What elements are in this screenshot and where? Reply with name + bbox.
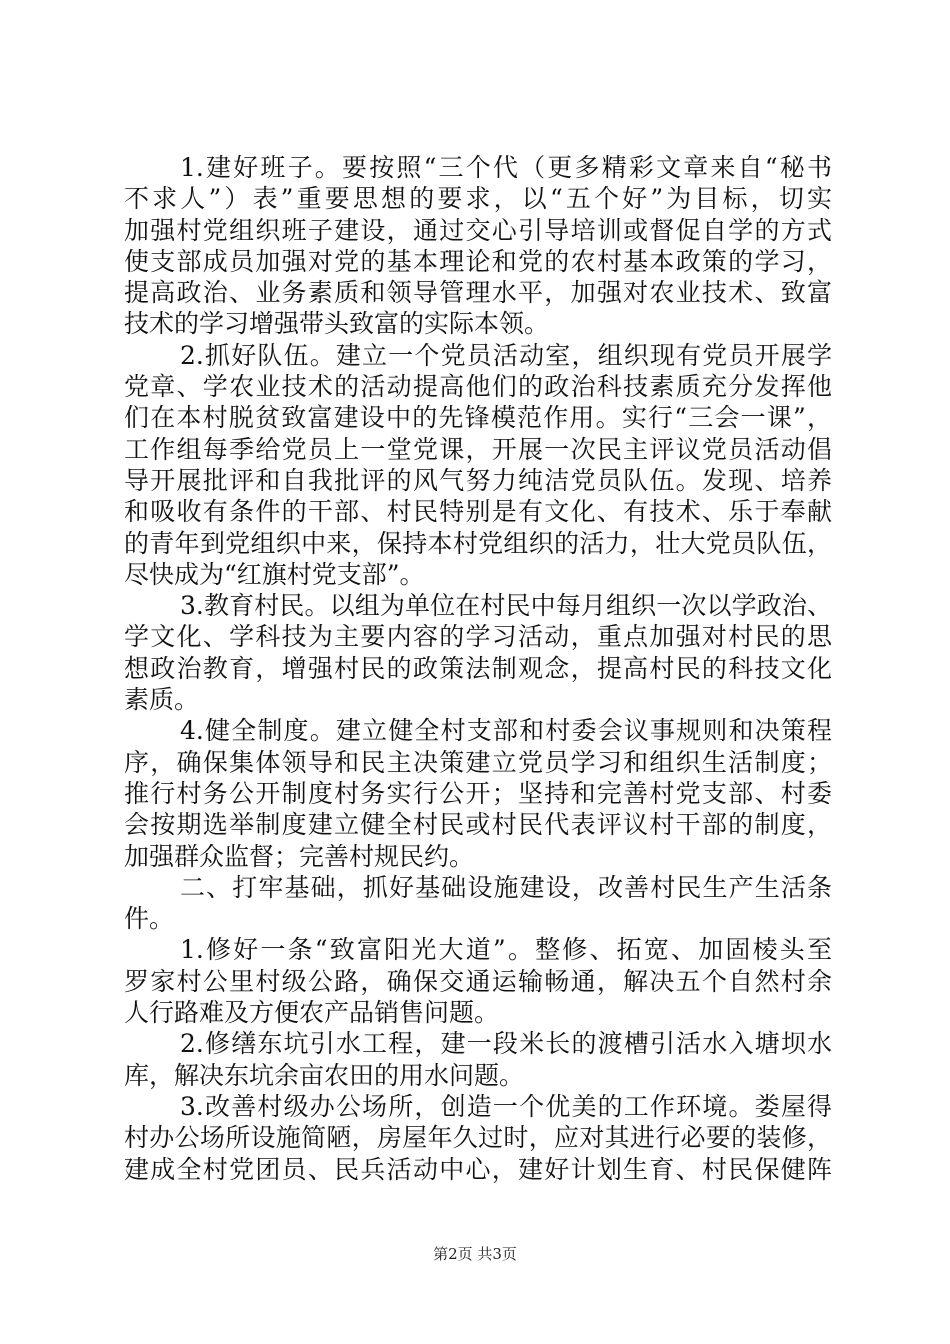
text-line: 件。 [124,904,175,934]
text-line: 想政治教育，增强村民的政策法制观念，提高村民的科技文化 [124,653,832,683]
text-line: 库，解决东坑余亩农田的用水问题。 [124,1060,525,1090]
text-line: 推行村务公开制度村务实行公开；坚持和完善村党支部、村委 [124,778,832,808]
text-line: 提高政治、业务素质和领导管理水平，加强对农业技术、致富 [124,278,832,308]
text-line: 2.修缮东坑引水工程，建一段米长的渡槽引活水入塘坝水 [180,1029,832,1059]
text-line: 工作组每季给党员上一堂党课，开展一次民主评议党员活动倡 [124,434,832,464]
text-line: 建成全村党团员、民兵活动中心，建好计划生育、村民保健阵 [124,1154,832,1184]
text-line: 和吸收有条件的干部、村民特别是有文化、有技术、乐于奉献 [124,497,832,527]
text-line: 导开展批评和自我批评的风气努力纯洁党员队伍。发现、培养 [124,465,832,495]
text-line: 尽快成为“红旗村党支部”。 [124,559,425,589]
text-line: 二、打牢基础，抓好基础设施建设，改善村民生产生活条 [180,872,832,902]
text-line: 3.改善村级办公场所，创造一个优美的工作环境。娄屋得 [180,1091,832,1121]
text-line: 村办公场所设施简陋，房屋年久过时，应对其进行必要的装修， [124,1123,832,1153]
text-line: 学文化、学科技为主要内容的学习活动，重点加强对村民的思 [124,622,832,652]
text-line: 使支部成员加强对党的基本理论和党的农村基本政策的学习， [124,246,832,276]
text-line: 1.建好班子。要按照“三个代（更多精彩文章来自“秘书 [180,153,832,182]
text-line: 不求人”）表”重要思想的要求，以“五个好”为目标，切实 [124,184,832,214]
page-footer: 第2页 共3页 [433,1245,517,1263]
text-line: 素质。 [124,685,200,715]
document-body [124,152,832,1185]
text-line: 加强村党组织班子建设，通过交心引导培训或督促自学的方式 [124,215,832,245]
text-line: 序，确保集体领导和民主决策建立党员学习和组织生活制度； [124,747,832,777]
text-line: 2.抓好队伍。建立一个党员活动室，组织现有党员开展学 [180,340,832,370]
text-line: 们在本村脱贫致富建设中的先锋模范作用。实行“三会一课”， [124,403,832,433]
text-line: 4.健全制度。建立健全村支部和村委会议事规则和决策程 [180,716,832,746]
text-line: 罗家村公里村级公路，确保交通运输畅通，解决五个自然村余 [124,966,832,996]
text-line: 党章、学农业技术的活动提高他们的政治科技素质充分发挥他 [124,372,832,402]
text-line: 加强群众监督；完善村规民约。 [124,841,475,871]
text-line: 的青年到党组织中来，保持本村党组织的活力，壮大党员队伍， [124,528,832,558]
text-line: 人行路难及方便农产品销售问题。 [124,998,500,1028]
text-line: 1.修好一条“致富阳光大道”。整修、拓宽、加固棱头至 [180,935,832,965]
text-line: 3.教育村民。以组为单位在村民中每月组织一次以学政治、 [180,591,832,621]
text-line: 会按期选举制度建立健全村民或村民代表评议村干部的制度， [124,810,832,840]
text-line: 技术的学习增强带头致富的实际本领。 [124,309,550,339]
